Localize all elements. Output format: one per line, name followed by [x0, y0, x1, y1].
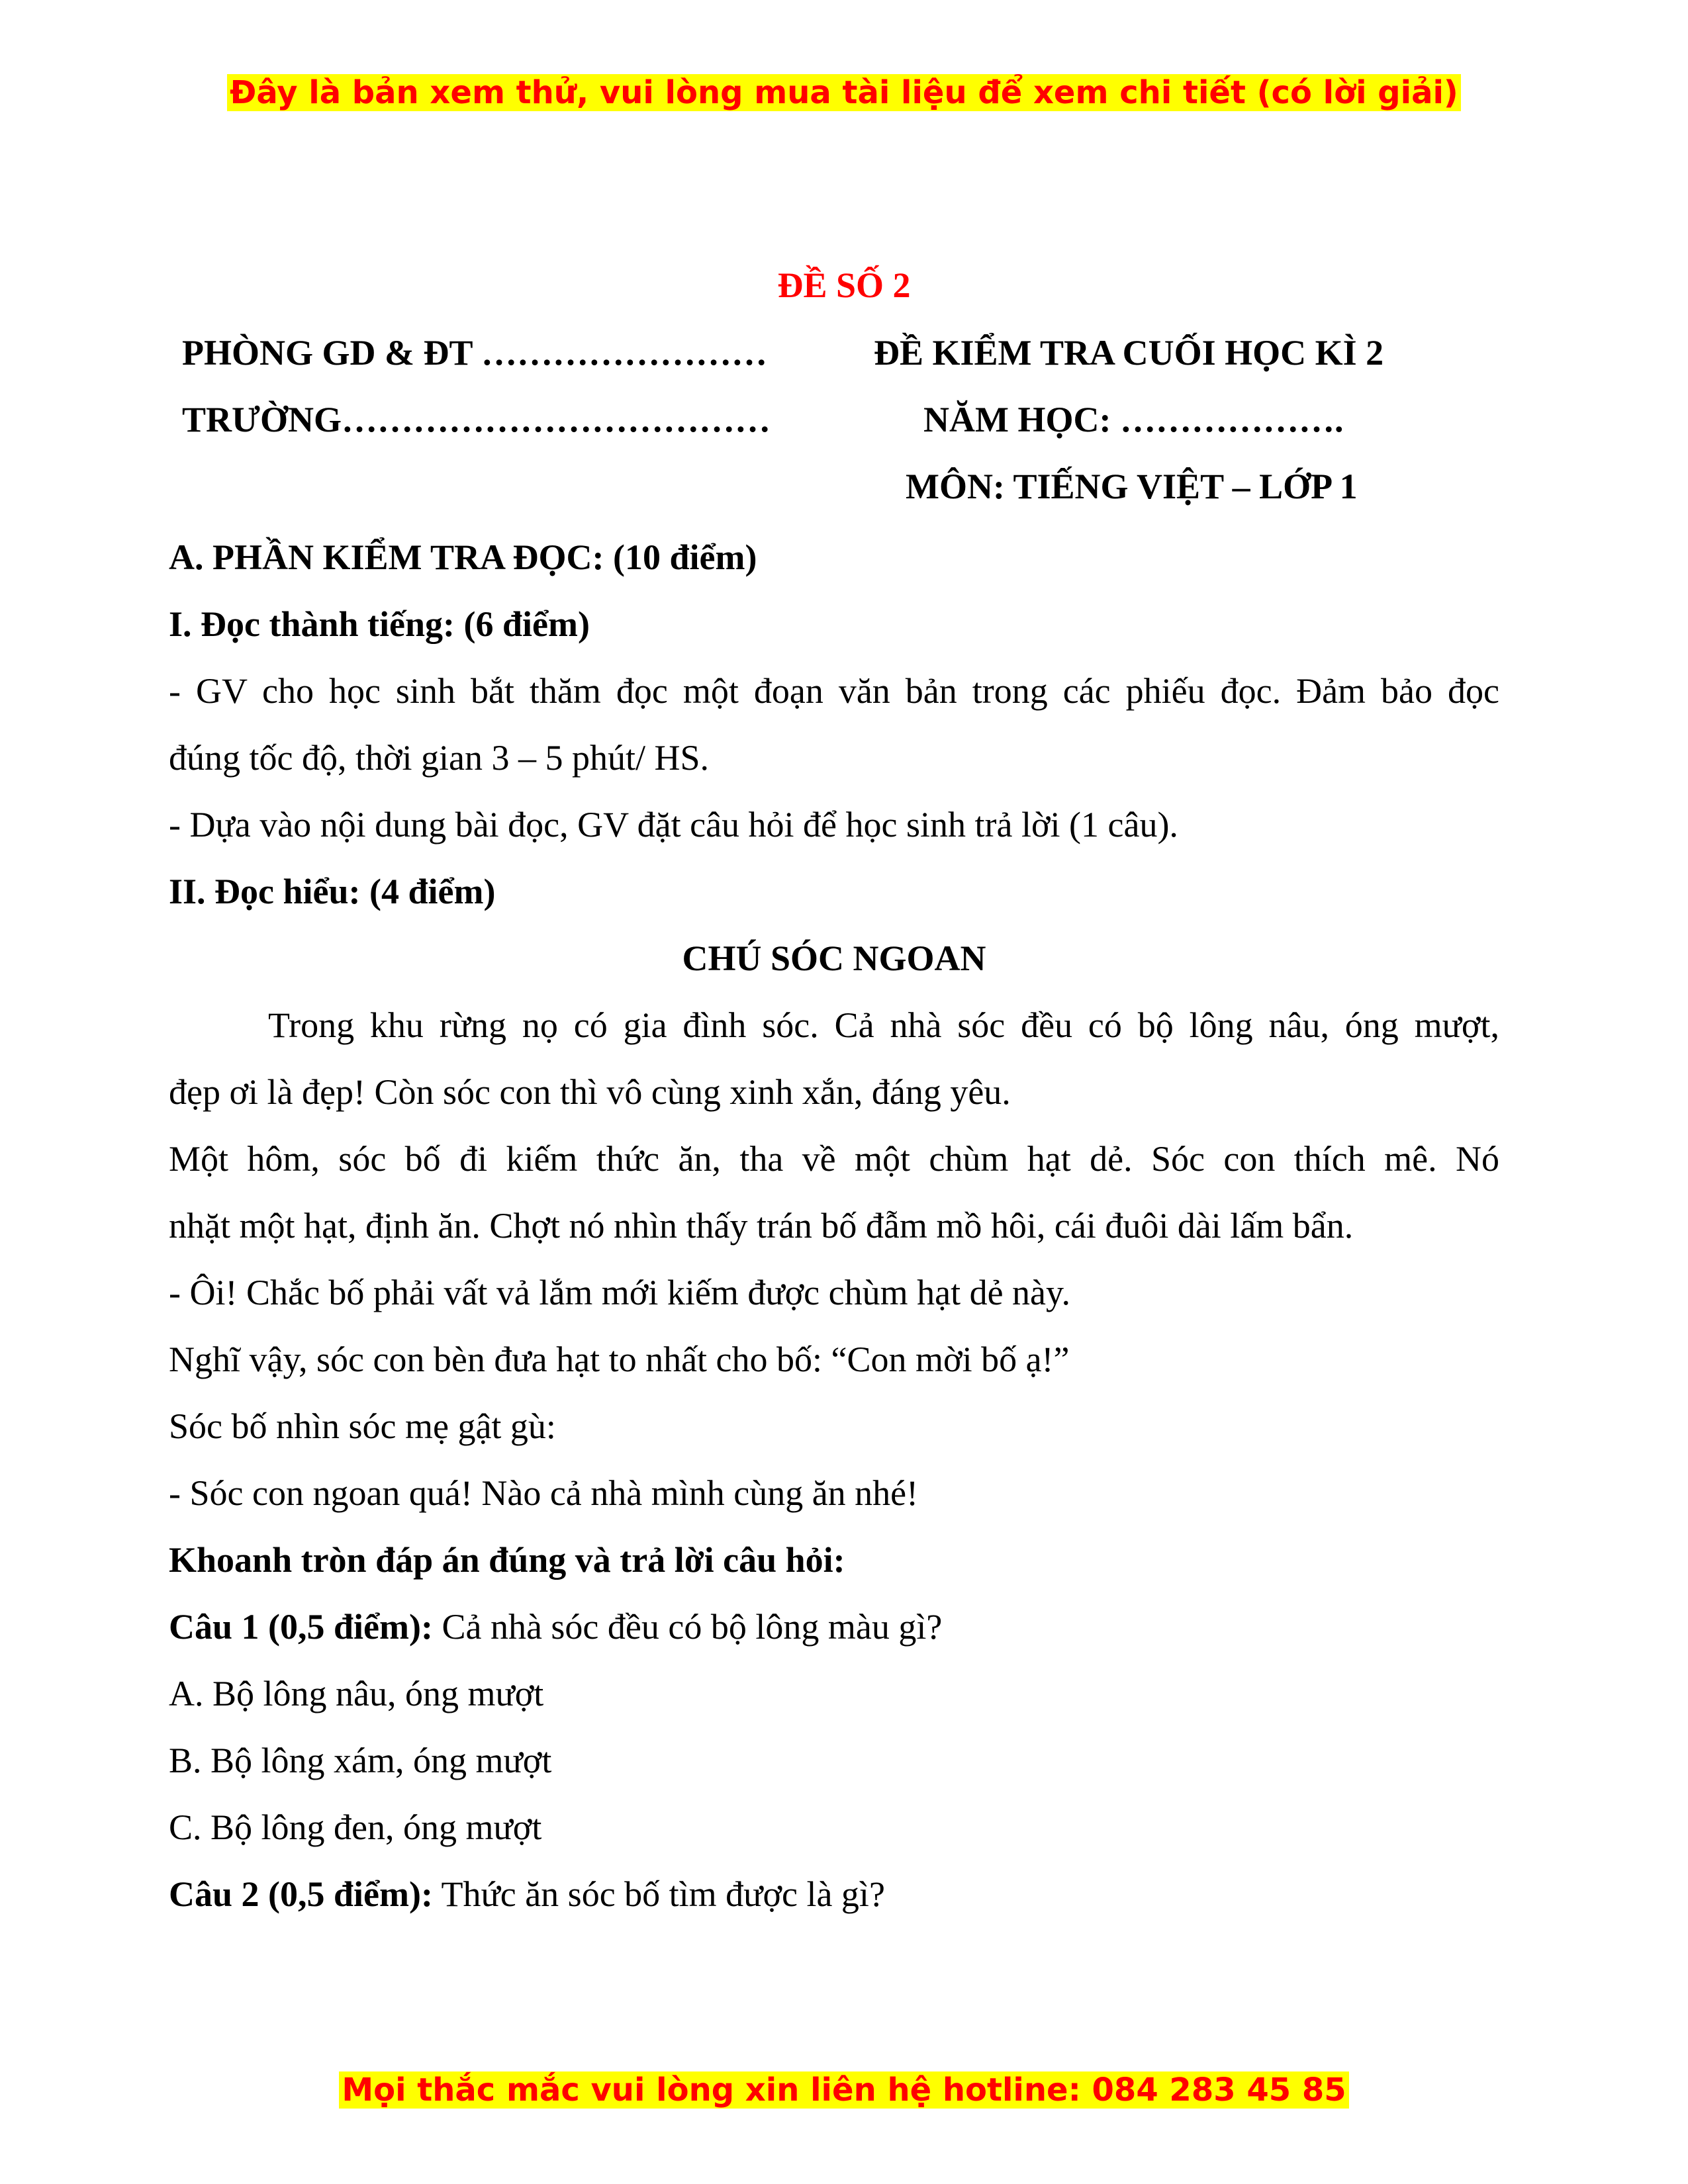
hotline-text: Mọi thắc mắc vui lòng xin liên hệ hotline: 084 283 45 85 — [339, 2071, 1348, 2109]
header-department: PHÒNG GD & ĐT …………………… — [182, 333, 768, 373]
question-1-option-c: C. Bộ lông đen, óng mượt — [169, 1807, 542, 1847]
part-1-title: I. Đọc thành tiếng: (6 điểm) — [169, 604, 590, 644]
part-1-line: đúng tốc độ, thời gian 3 – 5 phút/ HS. — [169, 738, 710, 778]
story-line: Nghĩ vậy, sóc con bèn đưa hạt to nhất cho bố: “Con mời bố ạ!” — [169, 1340, 1070, 1379]
story-title: CHÚ SÓC NGOAN — [682, 938, 986, 978]
part-2-title: II. Đọc hiểu: (4 điểm) — [169, 872, 496, 911]
story-line: - Sóc con ngoan quá! Nào cả nhà mình cùng ăn nhé! — [169, 1473, 919, 1513]
question-1-label: Câu 1 (0,5 điểm): — [169, 1607, 433, 1647]
question-2-label: Câu 2 (0,5 điểm): — [169, 1874, 433, 1914]
header-school-year: NĂM HỌC: ………………. — [923, 400, 1344, 439]
question-2 — [169, 1861, 1499, 1928]
story-line: Trong khu rừng nọ có gia đình sóc. Cả nhà sóc đều có bộ lông nâu, óng mượt, — [268, 1005, 1499, 1045]
question-2-text: Thức ăn sóc bố tìm được là gì? — [432, 1874, 885, 1914]
story-line: đẹp ơi là đẹp! Còn sóc con thì vô cùng xinh xắn, đáng yêu. — [169, 1072, 1011, 1112]
header-exam-title: ĐỀ KIỂM TRA CUỐI HỌC KÌ 2 — [874, 333, 1384, 373]
preview-notice-banner — [0, 74, 1688, 111]
question-1-option-b: B. Bộ lông xám, óng mượt — [169, 1741, 552, 1780]
story-line: Sóc bố nhìn sóc mẹ gật gù: — [169, 1406, 556, 1446]
story-line: - Ôi! Chắc bố phải vất vả lắm mới kiếm được chùm hạt dẻ này. — [169, 1273, 1070, 1312]
story-line: nhặt một hạt, định ăn. Chợt nó nhìn thấy trán bố đẫm mồ hôi, cái đuôi dài lấm bẩn. — [169, 1206, 1354, 1246]
question-1 — [169, 1594, 1499, 1661]
header-school: TRƯỜNG……………………………… — [182, 400, 771, 439]
header-subject: MÔN: TIẾNG VIỆT – LỚP 1 — [906, 467, 1358, 506]
story-line: Một hôm, sóc bố đi kiếm thức ăn, tha về một chùm hạt dẻ. Sóc con thích mê. Nó — [169, 1139, 1499, 1179]
part-1-line: - GV cho học sinh bắt thăm đọc một đoạn văn bản trong các phiếu đọc. Đảm bảo đọc — [169, 671, 1499, 711]
question-1-text: Cả nhà sóc đều có bộ lông màu gì? — [432, 1607, 943, 1647]
preview-notice-text: Đây là bản xem thử, vui lòng mua tài liệu để xem chi tiết (có lời giải) — [227, 74, 1461, 111]
exam-body — [169, 524, 1499, 1928]
hotline-banner — [0, 2071, 1688, 2109]
exam-number: ĐỀ SỐ 2 — [777, 265, 911, 305]
question-1-option-a: A. Bộ lông nâu, óng mượt — [169, 1674, 544, 1713]
part-1-line: - Dựa vào nội dung bài đọc, GV đặt câu hỏi để học sinh trả lời (1 câu). — [169, 805, 1178, 844]
section-a-title: A. PHẦN KIỂM TRA ĐỌC: (10 điểm) — [169, 537, 757, 577]
instruction: Khoanh tròn đáp án đúng và trả lời câu hỏi: — [169, 1540, 845, 1580]
